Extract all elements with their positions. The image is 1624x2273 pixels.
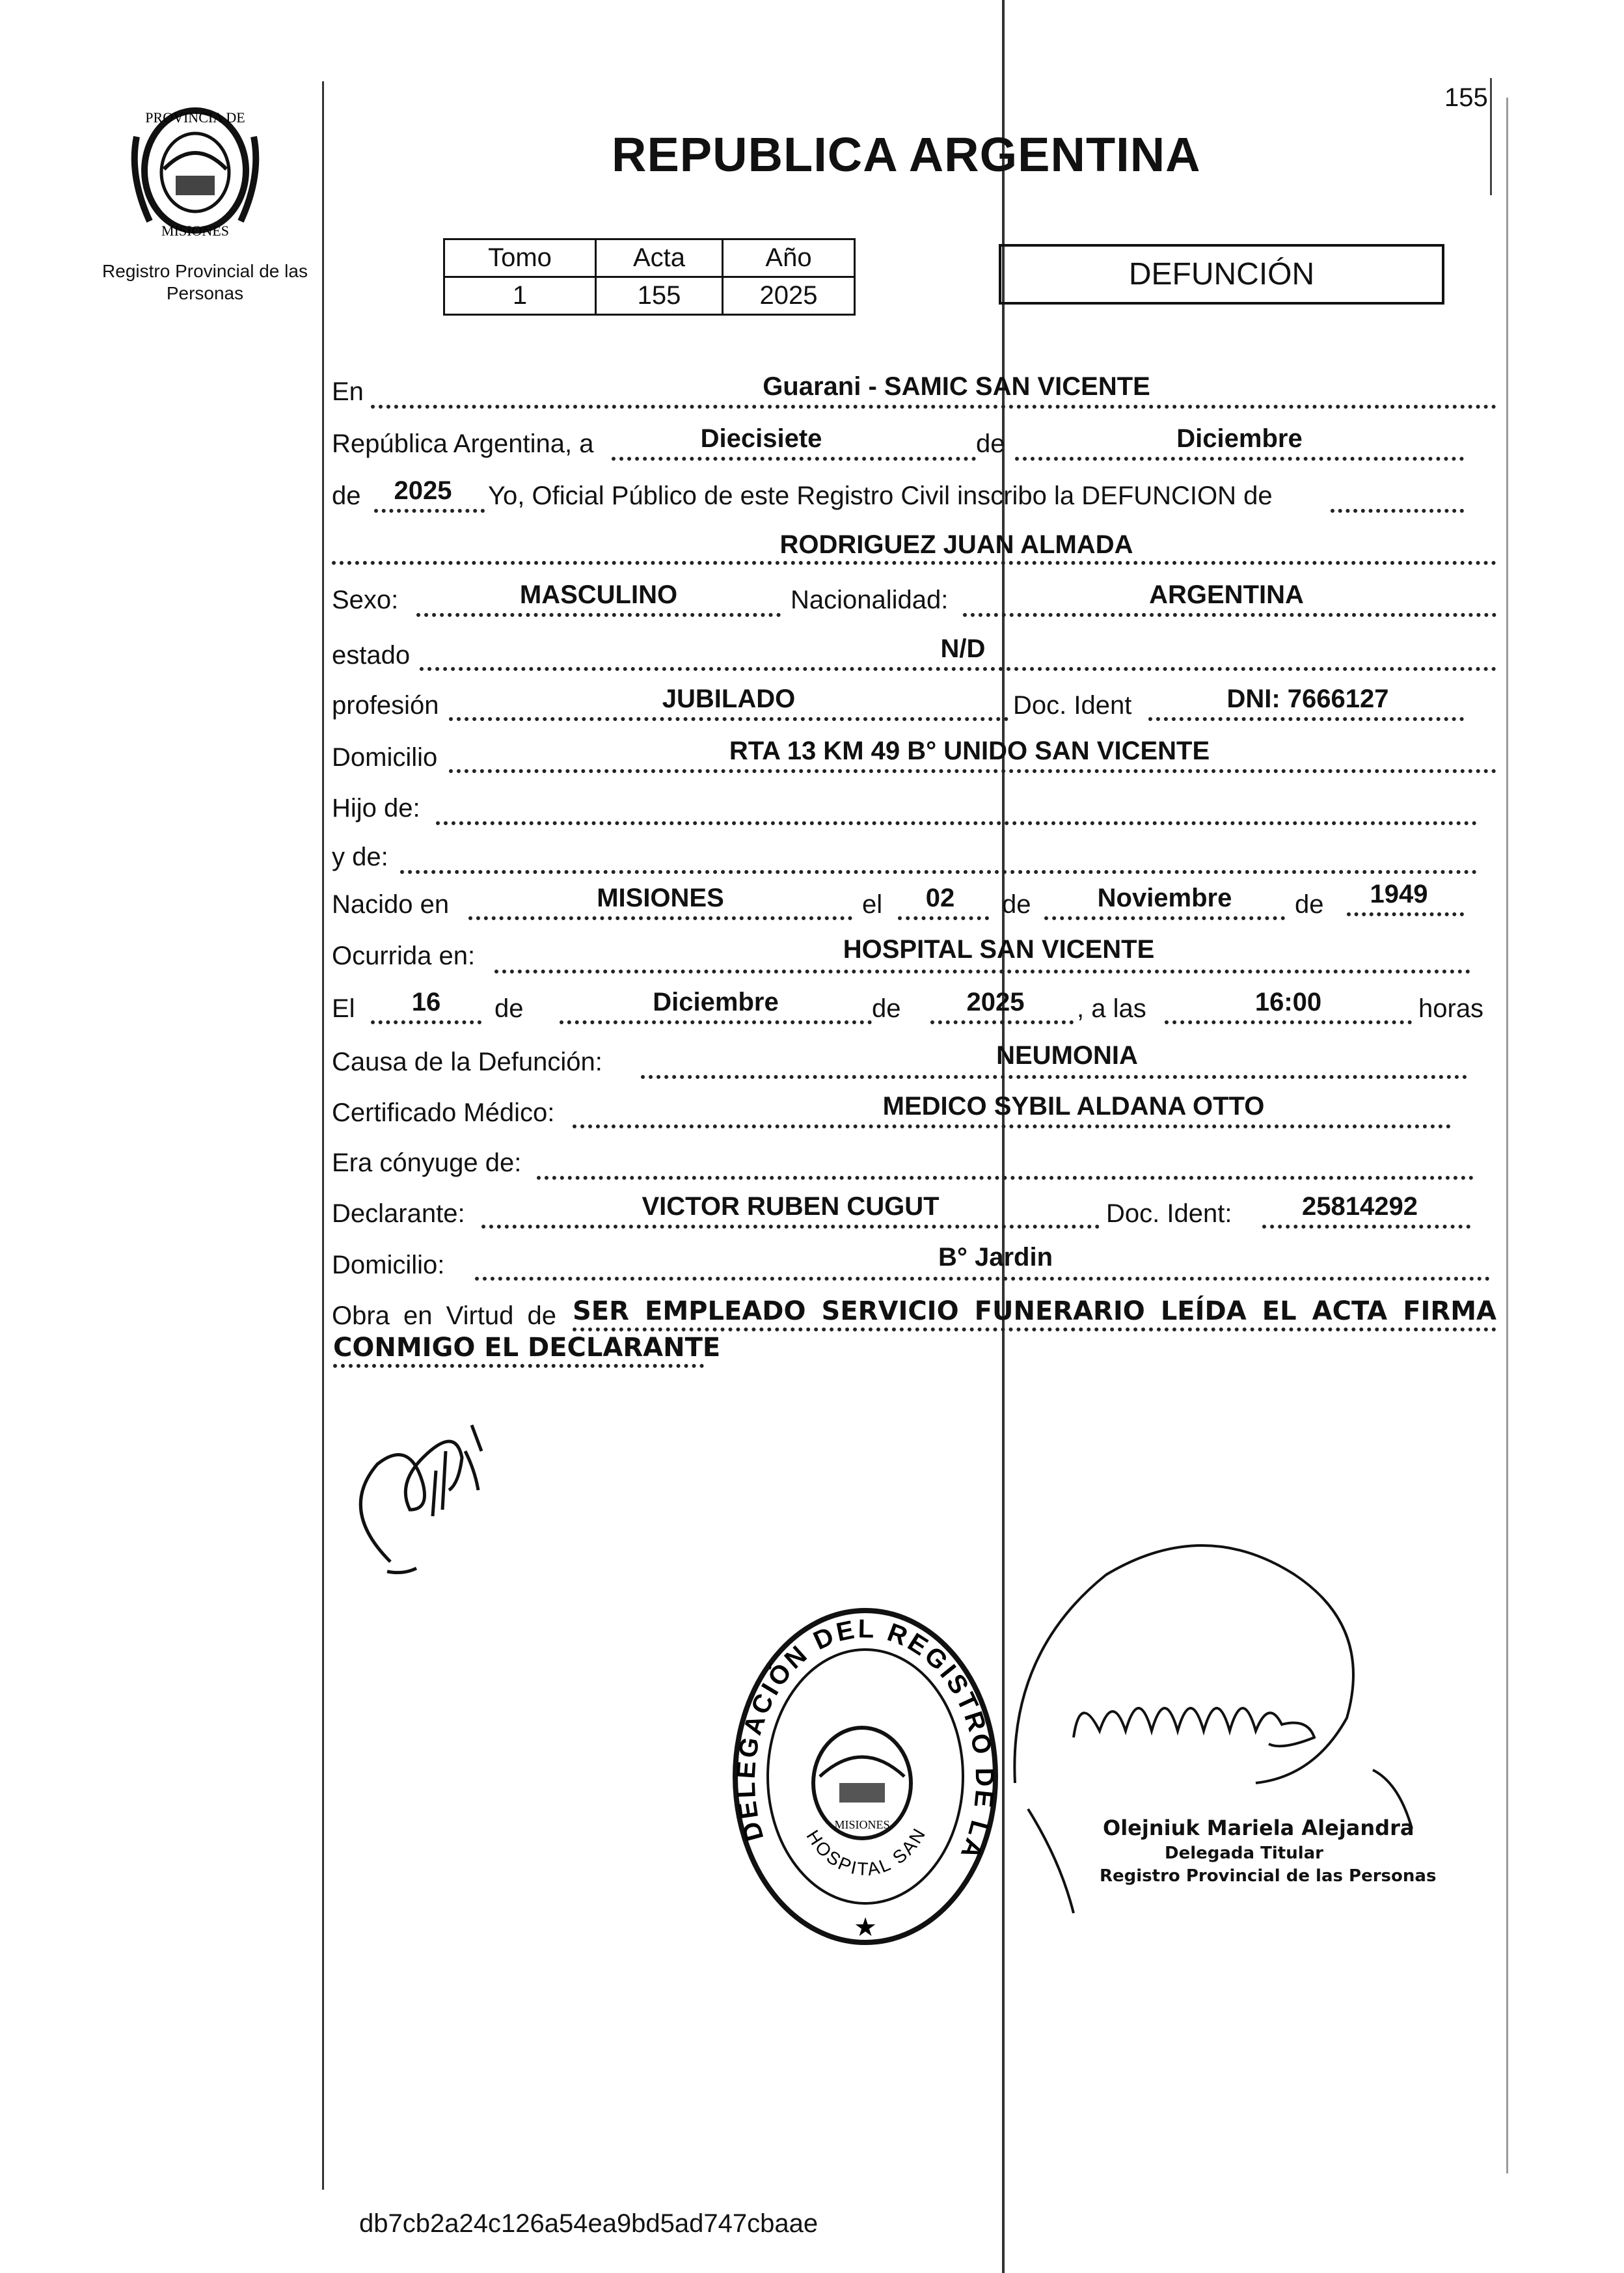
- causa-line: [641, 1075, 1467, 1079]
- official-signature: [1008, 1523, 1477, 1926]
- official-office: Registro Provincial de las Personas: [1100, 1866, 1437, 1886]
- sexo-value: MASCULINO: [519, 580, 678, 609]
- certificado-value: MEDICO SYBIL ALDANA OTTO: [882, 1092, 1265, 1121]
- registry-name: Registro Provincial de las Personas: [102, 261, 308, 303]
- y-de-line: [400, 870, 1477, 874]
- birth-month-line: [1044, 916, 1285, 920]
- profesion-line: [449, 717, 1008, 721]
- month-line: [1015, 457, 1464, 461]
- death-de-label-2: de: [872, 994, 901, 1023]
- record-type-box: [999, 244, 1444, 305]
- oficial-text: Yo, Oficial Público de este Registro Civil inscribo la DEFUNCION de: [488, 482, 1273, 510]
- domicilio-label: Domicilio: [332, 743, 438, 772]
- causa-label: Causa de la Defunción:: [332, 1048, 602, 1076]
- death-month: Diciembre: [653, 988, 779, 1016]
- birth-day: 02: [925, 884, 955, 912]
- svg-text:★: ★: [854, 1913, 877, 1942]
- page-number-rule: [1490, 78, 1492, 195]
- death-time-line: [1165, 1020, 1412, 1024]
- declarante-value: VICTOR RUBEN CUGUT: [642, 1192, 940, 1221]
- record-type: DEFUNCIÓN: [1128, 257, 1315, 292]
- nacido-en-label: Nacido en: [332, 890, 450, 919]
- official-name: Olejniuk Mariela Alejandra: [1103, 1816, 1414, 1840]
- ocurrida-line: [494, 970, 1470, 973]
- document-hash: db7cb2a24c126a54ea9bd5ad747cbaae: [359, 2209, 819, 2238]
- official-role: Delegada Titular: [1165, 1844, 1323, 1863]
- death-day-line: [371, 1020, 481, 1024]
- obra-value-line1: SER EMPLEADO SERVICIO FUNERARIO LEÍDA EL ACTA FIRMA: [573, 1296, 1496, 1326]
- domicilio2-value: B° Jardin: [938, 1243, 1053, 1272]
- birth-month: Noviembre: [1097, 884, 1232, 912]
- profesion-value: JUBILADO: [662, 685, 796, 713]
- birth-day-line: [898, 916, 989, 920]
- doc-ident-value: DNI: 7666127: [1226, 685, 1389, 713]
- death-time: 16:00: [1254, 988, 1322, 1016]
- domicilio-line: [449, 769, 1496, 773]
- doc-ident-line: [1148, 717, 1464, 721]
- oficial-line: [1331, 509, 1464, 513]
- deceased-name: RODRIGUEZ JUAN ALMADA: [779, 530, 1133, 559]
- certificado-line: [573, 1124, 1451, 1128]
- conyuge-line: [537, 1176, 1474, 1180]
- death-day: 16: [411, 988, 441, 1016]
- birth-de-label-2: de: [1295, 890, 1324, 919]
- day-line: [612, 457, 976, 461]
- declarant-signature: [351, 1412, 501, 1607]
- provincial-emblem: [124, 98, 267, 247]
- death-de-label-1: de: [494, 994, 524, 1023]
- nacido-en-value: MISIONES: [597, 884, 724, 912]
- el-label: el: [862, 890, 883, 919]
- en-line: [371, 405, 1496, 409]
- ocurrida-value: HOSPITAL SAN VICENTE: [843, 935, 1155, 964]
- hijo-de-label: Hijo de:: [332, 794, 420, 823]
- page-number: 155: [1444, 83, 1488, 112]
- obra-value-line2: CONMIGO EL DECLARANTE: [333, 1333, 721, 1363]
- a-las-label: , a las: [1077, 994, 1146, 1023]
- seal-center-text: MISIONES: [834, 1818, 890, 1831]
- el-cap-label: El: [332, 994, 355, 1023]
- domicilio-value: RTA 13 KM 49 B° UNIDO SAN VICENTE: [729, 737, 1210, 765]
- year-line: [374, 509, 485, 513]
- birth-year: 1949: [1370, 880, 1428, 908]
- tomo-value: 1: [444, 277, 596, 315]
- causa-value: NEUMONIA: [996, 1041, 1138, 1070]
- month-value: Diciembre: [1176, 424, 1303, 453]
- declarante-line: [481, 1225, 1100, 1229]
- acta-header: Acta: [596, 239, 723, 277]
- domicilio2-label: Domicilio:: [332, 1251, 445, 1279]
- obra-line-2: [333, 1364, 704, 1368]
- ocurrida-label: Ocurrida en:: [332, 942, 476, 970]
- en-label: En: [332, 377, 364, 406]
- death-month-line: [560, 1020, 872, 1024]
- acta-value: 155: [596, 277, 723, 315]
- doc-ident-label: Doc. Ident: [1013, 691, 1132, 720]
- document-title: REPUBLICA ARGENTINA: [612, 128, 1201, 182]
- death-year-line: [930, 1020, 1074, 1024]
- estado-value: N/D: [940, 634, 986, 663]
- hijo-de-line: [436, 821, 1477, 825]
- death-year: 2025: [966, 988, 1025, 1016]
- nacionalidad-value: ARGENTINA: [1149, 580, 1304, 609]
- seal-inner-text: HOSPITAL SAN: [802, 1823, 930, 1880]
- de-label: de: [976, 429, 1005, 458]
- left-margin-rule: [322, 81, 324, 2190]
- birth-de-label-1: de: [1002, 890, 1031, 919]
- ano-value: 2025: [723, 277, 855, 315]
- deceased-line: [332, 561, 1496, 565]
- sexo-label: Sexo:: [332, 586, 399, 614]
- declarante-doc-line: [1262, 1225, 1470, 1229]
- declarante-label: Declarante:: [332, 1199, 465, 1228]
- en-value: Guarani - SAMIC SAN VICENTE: [763, 372, 1150, 401]
- nacido-en-line: [468, 916, 852, 920]
- republica-label: República Argentina, a: [332, 429, 594, 458]
- estado-line: [420, 667, 1496, 671]
- right-margin-rule: [1506, 98, 1508, 2173]
- year-value: 2025: [394, 476, 452, 505]
- obra-line-1: [573, 1327, 1496, 1331]
- estado-label: estado: [332, 641, 411, 670]
- conyuge-label: Era cónyuge de:: [332, 1149, 522, 1177]
- horas-label: horas: [1418, 994, 1484, 1023]
- certificado-label: Certificado Médico:: [332, 1098, 555, 1127]
- profesion-label: profesión: [332, 691, 439, 720]
- record-table: [443, 238, 856, 316]
- sexo-line: [416, 613, 781, 617]
- nacionalidad-label: Nacionalidad:: [791, 586, 949, 614]
- emblem-bottom-text: MISIONES: [161, 223, 229, 239]
- delegation-seal: [722, 1588, 1008, 1952]
- declarante-doc-value: 25814292: [1302, 1192, 1418, 1221]
- tomo-header: Tomo: [444, 239, 596, 277]
- declarante-doc-label: Doc. Ident:: [1106, 1199, 1232, 1228]
- ano-header: Año: [723, 239, 855, 277]
- day-value: Diecisiete: [700, 424, 822, 453]
- y-de-label: y de:: [332, 843, 388, 871]
- domicilio2-line: [475, 1277, 1490, 1281]
- obra-label: Obra en Virtud de: [332, 1301, 557, 1330]
- nacionalidad-line: [963, 613, 1496, 617]
- de-year-label: de: [332, 482, 361, 510]
- seal-outer-text: DELEGACIÓN DEL REGISTRO DE LA: [731, 1614, 999, 1866]
- emblem-top-text: PROVINCIA DE: [145, 109, 245, 126]
- birth-year-line: [1347, 912, 1464, 916]
